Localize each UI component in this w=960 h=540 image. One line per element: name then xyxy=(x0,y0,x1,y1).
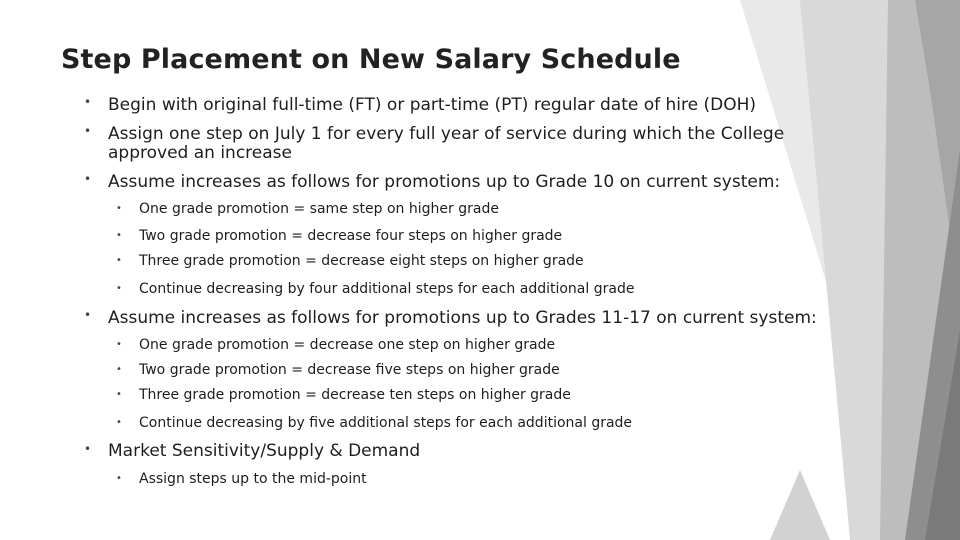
bullet-grade10-promotions: Assume increases as follows for promotions up to Grade 10 on current system: xyxy=(108,172,781,192)
slide-title: Step Placement on New Salary Schedule xyxy=(61,44,681,75)
sub-bullet-item: Three grade promotion = decrease eight steps on higher grade xyxy=(139,253,584,269)
bullet-marker: • xyxy=(84,442,92,456)
bullet-grades11-17-promotions: Assume increases as follows for promotions up to Grades 11-17 on current system: xyxy=(108,308,817,328)
bullet-marker: • xyxy=(84,308,92,322)
bullet-assign-step-line1: Assign one step on July 1 for every full year of service during which the College xyxy=(108,124,785,144)
sub-bullet-marker: • xyxy=(116,203,122,214)
sub-bullet-item: Continue decreasing by five additional steps for each additional grade xyxy=(139,415,633,431)
sub-bullet-marker: • xyxy=(116,283,122,294)
sub-bullet-item: Two grade promotion = decrease five steps on higher grade xyxy=(139,362,560,378)
bullet-begin-doh: Begin with original full-time (FT) or part-time (PT) regular date of hire (DOH) xyxy=(108,95,757,115)
sub-bullet-item: Continue decreasing by four additional steps for each additional grade xyxy=(139,281,635,297)
sub-bullet-marker: • xyxy=(116,389,122,400)
sub-bullet-item: One grade promotion = decrease one step on higher grade xyxy=(139,337,556,353)
sub-bullet-item: One grade promotion = same step on higher grade xyxy=(139,201,499,217)
bullet-marker: • xyxy=(84,172,92,186)
sub-bullet-marker: • xyxy=(116,255,122,266)
sub-bullet-marker: • xyxy=(116,364,122,375)
bullet-marker: • xyxy=(84,124,92,138)
sub-bullet-item: Three grade promotion = decrease ten steps on higher grade xyxy=(139,387,571,403)
sub-bullet-marker: • xyxy=(116,230,122,241)
sub-bullet-marker: • xyxy=(116,417,122,428)
deco-facet-bottom xyxy=(770,470,830,540)
sub-bullet-item: Assign steps up to the mid-point xyxy=(139,471,367,487)
sub-bullet-marker: • xyxy=(116,473,122,484)
sub-bullet-item: Two grade promotion = decrease four steps on higher grade xyxy=(139,228,563,244)
bullet-market-sensitivity: Market Sensitivity/Supply & Demand xyxy=(108,441,421,461)
sub-bullet-marker: • xyxy=(116,339,122,350)
bullet-assign-step-line2: approved an increase xyxy=(108,143,292,163)
bullet-marker: • xyxy=(84,95,92,109)
